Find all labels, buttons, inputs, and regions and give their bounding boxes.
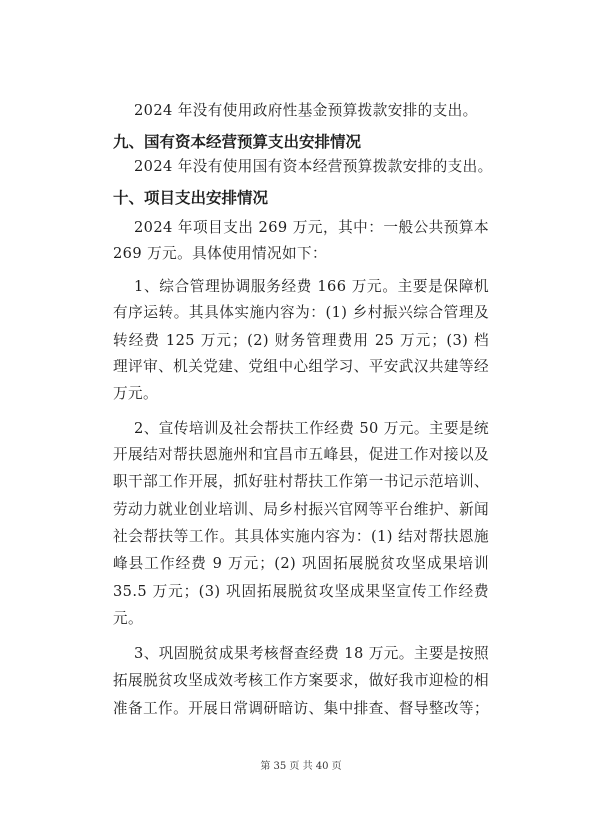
paragraph-line: 开展结对帮扶恩施州和宜昌市五峰县，促进工作对接以及 [113,446,489,463]
paragraph-line: 269 万元。具体使用情况如下： [113,245,328,262]
paragraph-line: 峰县工作经费 9 万元；(2) 巩固拓展脱贫攻坚成果培训 [113,555,489,572]
paragraph-first-line: 2024 年没有使用政府性基金预算拨款安排的支出。 [134,102,478,119]
paragraph-line: 元。 [113,610,143,627]
paragraph-line: 拓展脱贫攻坚成效考核工作方案要求，做好我市迎检的相 [113,672,489,689]
paragraph-first-line: 2、宣传培训及社会帮扶工作经费 50 万元。主要是统 [134,420,489,437]
paragraph-line: 准备工作。开展日常调研暗访、集中排查、督导整改等； [113,700,489,717]
paragraph-line: 有序运转。其具体实施内容为：(1) 乡村振兴综合管理及 [113,304,489,321]
paragraph-first-line: 1、综合管理协调服务经费 166 万元。主要是保障机 [134,278,489,295]
page-footer: 第 35 页 共 40 页 [260,761,342,772]
paragraph-line: 35.5 万元；(3) 巩固拓展脱贫攻坚成果坚宣传工作经费 [113,583,489,600]
paragraph-line: 社会帮扶等工作。其具体实施内容为：(1) 结对帮扶恩施 [113,528,489,545]
paragraph-line: 职干部工作开展，抓好驻村帮扶工作第一书记示范培训、 [113,473,489,490]
paragraph-line: 万元。 [113,385,158,402]
paragraph-first-line: 3、巩固脱贫成果考核督查经费 18 万元。主要是按照 [134,645,489,662]
paragraph-first-line: 2024 年项目支出 269 万元，其中：一般公共预算本 [134,219,489,236]
paragraph-line: 理评审、机关党建、党组中心组学习、平安武汉共建等经 [113,358,489,375]
paragraph-line: 劳动力就业创业培训、局乡村振兴官网等平台维护、新闻 [113,501,489,518]
paragraph-line: 转经费 125 万元；(2) 财务管理费用 25 万元；(3) 档 [113,332,489,349]
section-heading: 十、项目支出安排情况 [113,189,269,207]
paragraph-first-line: 2024 年没有使用国有资本经营预算拨款安排的支出。 [134,158,493,175]
section-heading: 九、国有资本经营预算支出安排情况 [113,133,362,151]
